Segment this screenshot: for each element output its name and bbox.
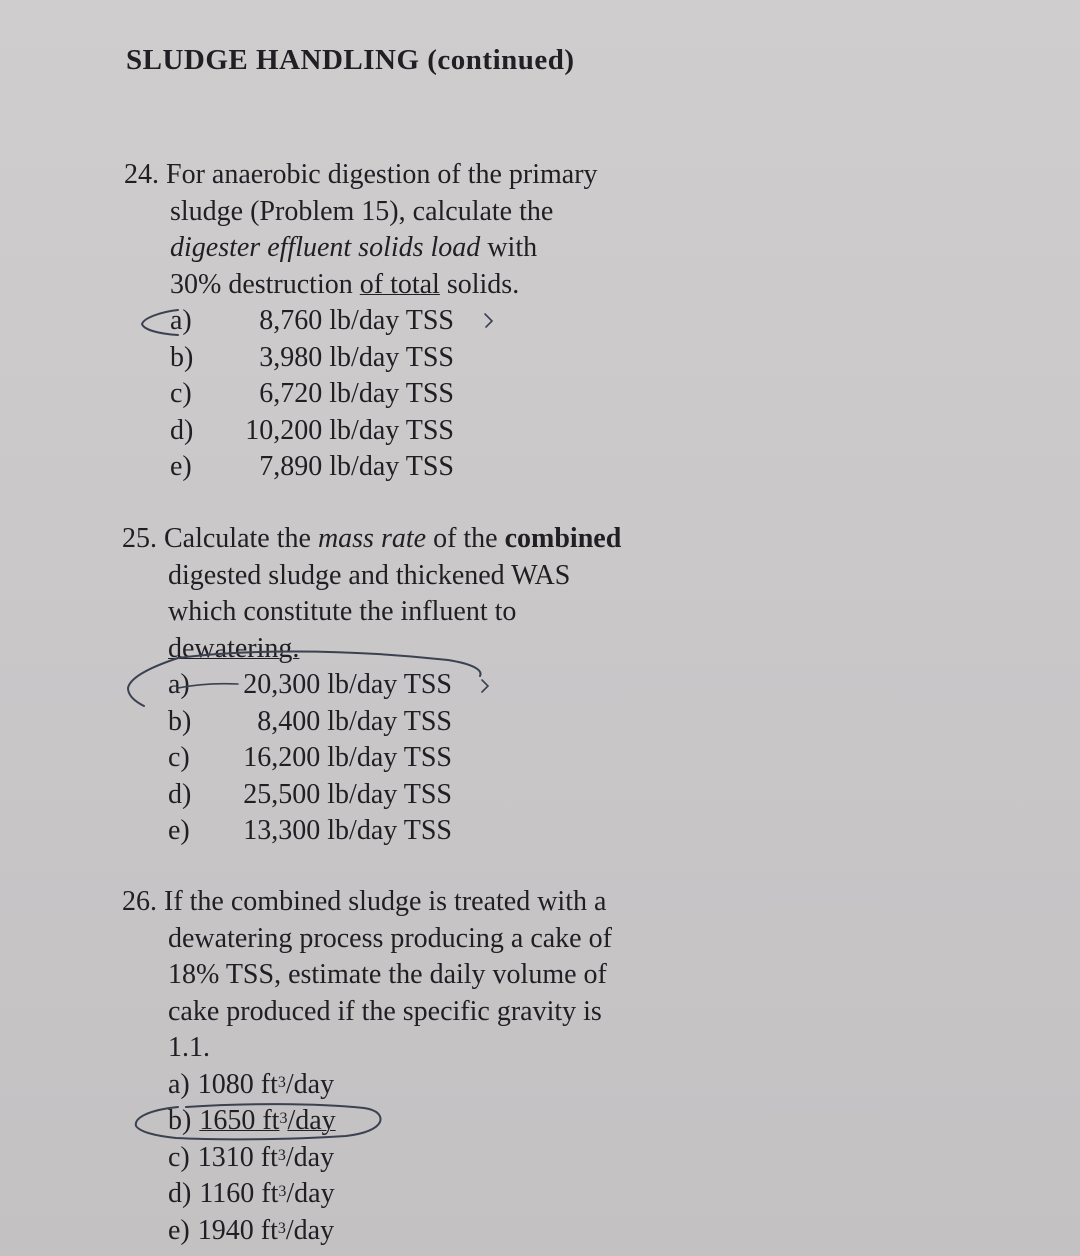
answer-option-e[interactable]: e) 13,300 lb/day TSS bbox=[168, 815, 452, 846]
answer-option-d[interactable]: d) 25,500 lb/day TSS bbox=[168, 778, 452, 810]
question-25-line-4 bbox=[122, 631, 621, 668]
answer-options bbox=[122, 1067, 612, 1250]
answer-option-a[interactable]: a) 8,760 lb/day TSS bbox=[170, 305, 454, 336]
question-number: 24. bbox=[124, 159, 159, 190]
underlined-text: dewatering. bbox=[168, 632, 300, 664]
question-25-line-1: 25. Calculate the mass rate of the combined bbox=[122, 521, 621, 558]
question-number: 26. bbox=[122, 886, 157, 917]
answer-option-b[interactable]: b) 1650 $ft^3$/day bbox=[168, 1105, 336, 1136]
question-24-line-3: digester effluent solids load with bbox=[170, 232, 538, 263]
answer-options bbox=[124, 303, 598, 486]
question-26-line-1: 26. If the combined sludge is treated with a bbox=[122, 884, 612, 921]
answer-option-c[interactable]: c) 6,720 lb/day TSS bbox=[170, 378, 454, 409]
question-25 bbox=[122, 521, 621, 850]
answer-option-d[interactable]: d) 1160 $ft^3$/day bbox=[168, 1178, 335, 1209]
bold-text: combined bbox=[504, 523, 622, 554]
question-24-line-1: 24. For anaerobic digestion of the primary bbox=[124, 157, 598, 194]
emphasis-text: mass rate bbox=[317, 523, 427, 554]
underlined-text: of total bbox=[359, 268, 440, 300]
answer-options bbox=[122, 667, 621, 850]
answer-option-b[interactable]: b) 8,400 lb/day TSS bbox=[168, 705, 452, 737]
question-24-line-4: 30% destruction of total solids. bbox=[170, 268, 520, 300]
answer-option-c[interactable]: c) 16,200 lb/day TSS bbox=[168, 742, 452, 773]
question-number: 25. bbox=[122, 523, 157, 554]
question-25-line-2: digested sludge and thickened WAS bbox=[168, 559, 571, 591]
question-26-line-4: cake produced if the specific gravity is bbox=[168, 995, 602, 1027]
page-title: SLUDGE HANDLING (continued) bbox=[126, 44, 575, 76]
question-26-line-2: dewatering process producing a cake of bbox=[168, 922, 612, 954]
answer-option-a[interactable]: a) 20,300 lb/day TSS bbox=[168, 669, 452, 700]
answer-option-e[interactable]: e) 1940 $ft^3$/day bbox=[168, 1214, 335, 1246]
answer-option-c[interactable]: c) 1310 $ft^3$/day bbox=[168, 1141, 335, 1173]
question-24 bbox=[124, 157, 598, 486]
question-26-line-3: 18% TSS, estimate the daily volume of bbox=[168, 959, 607, 990]
question-24-line-2: sludge (Problem 15), calculate the bbox=[170, 195, 554, 227]
answer-option-e[interactable]: e) 7,890 lb/day TSS bbox=[170, 451, 454, 482]
question-26-line-5: 1.1. bbox=[168, 1032, 210, 1063]
question-25-line-3: which constitute the influent to bbox=[168, 596, 517, 627]
question-26 bbox=[122, 884, 612, 1249]
answer-option-b[interactable]: b) 3,980 lb/day TSS bbox=[170, 341, 454, 373]
emphasis-text: digester effluent solids load bbox=[170, 232, 481, 263]
answer-option-a[interactable]: a) 1080 $ft^3$/day bbox=[168, 1068, 335, 1100]
answer-option-d[interactable]: d) 10,200 lb/day TSS bbox=[170, 414, 454, 446]
